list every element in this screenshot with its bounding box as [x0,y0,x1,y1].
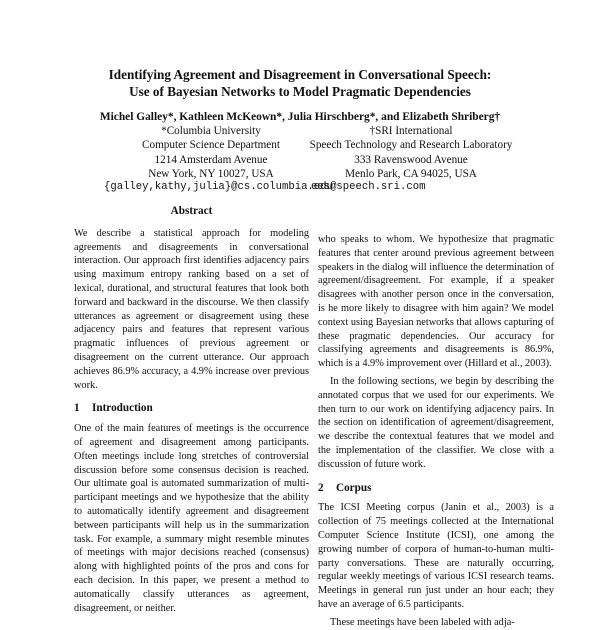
corpus-text: The ICSI Meeting corpus (Janin et al., 2003) is a collection of 75 meetings collected at the International Computer Science Institute (ICSI), one among the growing number of corpora of human-to-human multi-party conversations. These are naturally occurring, regular weekly meetings of various ICSI research teams. Meetings in general run just under an hour each; they have an average of 6.5 participants. [318,502,554,610]
affiliation-line: *Columbia University [161,125,261,137]
affiliation-line: Speech Technology and Research Laboratory [309,139,513,152]
title-line-2: Use of Bayesian Networks to Model Pragmatic Dependencies [129,84,471,99]
intro-continuation-text: who speaks to whom. We hypothesize that pragmatic features that center around previous agreement between speakers in the dialog will influence the determination of agreement/disagreement. For example, if a speaker disagrees with another person once in the conversation, is he more likely to disagree with him again? We model context using Bayesian networks that allows capturing of these pragmatic dependencies. Our accuracy for classifying agreements and disagreements is 86.9%, which is a 4.9% improvement over (Hillard et al., 2003). [318,234,554,370]
affiliation-columbia [118,124,304,182]
right-column [318,233,554,630]
affiliation-line: Menlo Park, CA 94025, USA [345,168,477,181]
section-heading-introduction [74,402,309,416]
section-number: 2 [318,481,324,494]
email-sri: ees@speech.sri.com [311,181,426,193]
affiliation-line: †SRI International [369,125,453,137]
outline-paragraph: In the following sections, we begin by describing the annotated corpus that we used for our experiments. We then turn to our work on identifying adjacency pairs. In the section on identification of agreement/disagreement, we describe the contextual features that we model and the implementation of the classifier. We close with a discussion of future work. [318,375,554,470]
abstract-heading: Abstract [170,205,213,217]
corpus-next-paragraph: These meetings have been labeled with adja- [330,616,515,628]
abstract-text: We describe a statistical approach for modeling agreements and disagreements in conversational interaction. Our approach first identifies adjacency pairs using maximum entropy ranking based on a set of lexical, durational, and structural features that look both forward and backward in the discourse. We then classify utterances as agreement or disagreement using these adjacency pairs and features that represent various pragmatic influences of previous agreement or disagreement on the current utterance. Our approach achieves 86.9% accuracy, a 4.9% increase over previous work. [74,227,309,391]
section-number: 1 [74,402,80,415]
affiliation-line: 333 Ravenswood Avenue [354,153,468,166]
affiliation-line: 1214 Amsterdam Avenue [154,153,268,166]
author-list: Michel Galley*, Kathleen McKeown*, Julia Hirschberg*, and Elizabeth Shriberg† [99,111,501,123]
section-title: Corpus [336,481,372,494]
affiliation-line: New York, NY 10027, USA [148,168,274,181]
title-line-1: Identifying Agreement and Disagreement in Conversational Speech: [108,67,492,82]
affiliation-sri [300,124,522,182]
email-columbia: {galley,kathy,julia}@cs.columbia.edu [104,181,333,193]
paper-title [0,66,600,100]
left-column [74,205,309,615]
introduction-text: One of the main features of meetings is the occurrence of agreement and disagreement among participants. Often meetings include long stretches of controversial discussion before some consensus decision is reached. Our ultimate goal is automated summarization of multi-participant meetings and we hypothesize that the ability to automatically identify agreement and disagreement between participants will help us in the summarization task. For example, a summary might resemble minutes of meetings with major decisions reached (consensus) along with highlighted points of the pros and cons for each decision. In this paper, we present a method to automatically classify utterances as agreement, disagreement, or neither. [74,423,309,614]
section-title: Introduction [92,402,153,415]
affiliation-line: Computer Science Department [142,139,280,152]
section-heading-corpus [318,482,554,496]
